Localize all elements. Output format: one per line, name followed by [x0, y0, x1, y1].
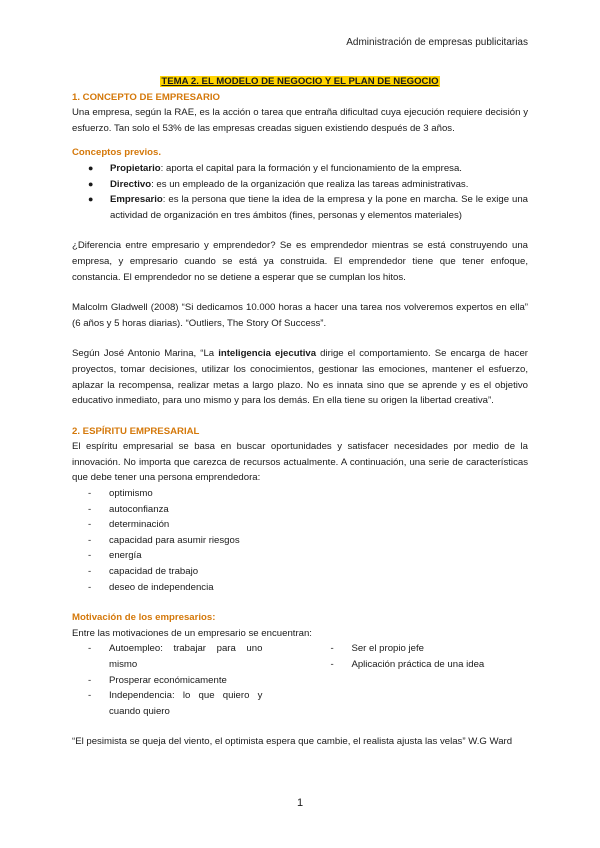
motivation-text: Prosperar económicamente	[109, 674, 227, 686]
marina-text-post: dirige el comportamiento. Se encarga de hacer proyectos, tomar decisiones, utilizar los conocimientos, gestionar las emociones, mantener el esfuerzo, aplazar la recompensa, realizar metas a largo plazo. No es innata sino que se aprende y es el objetivo educativo inmediato, para uno mismo y para los demás. En ella tiene su origen la libertad creativa”.	[72, 348, 528, 407]
title-wrap	[72, 74, 528, 90]
concept-text: : aporta el capital para la formación y el funcionamiento de la empresa.	[160, 162, 462, 174]
trait-text: deseo de independencia	[109, 581, 214, 593]
motivations-columns	[72, 641, 528, 719]
bullet-icon: ●	[88, 194, 94, 205]
dash-icon: -	[88, 534, 92, 546]
concept-term: Propietario	[110, 162, 161, 174]
motivation-item	[314, 657, 528, 673]
closing-quote: “El pesimista se queja del viento, el optimista espera que cambie, el realista ajusta las velas” W.G Ward	[72, 736, 513, 748]
trait-item	[72, 580, 528, 596]
dash-icon: -	[88, 488, 92, 500]
motivation-item	[72, 641, 262, 672]
motivation-item	[72, 688, 262, 719]
motivation-text: Independencia: lo que quiero y cuando quiero	[109, 690, 263, 717]
dash-icon: -	[88, 581, 92, 593]
section2-heading: 2. ESPÍRITU EMPRESARIAL	[72, 425, 200, 437]
motivation-text: Autoempleo: trabajar para uno mismo	[109, 643, 263, 670]
difference-paragraph: ¿Diferencia entre empresario y emprendedor? Se es emprendedor mientras se está construyendo una empresa, y empresario cuando se está ya construida. El emprendedor tiene que tener enfoque, constancia. El emprendedor no se detiene a esperar que se cumplan los hitos.	[72, 240, 528, 283]
document-title: TEMA 2. EL MODELO DE NEGOCIO Y EL PLAN DE NEGOCIO	[161, 76, 439, 87]
dash-icon: -	[88, 550, 92, 562]
section2-intro: El espíritu empresarial se basa en buscar oportunidades y satisfacer necesidades por medio de la innovación. No importa que carezca de recursos actualmente. A continuación, una serie de características que debe tener una persona emprendedora:	[72, 441, 528, 484]
marina-paragraph	[72, 346, 528, 408]
concept-item	[72, 161, 528, 177]
dash-icon: -	[88, 690, 92, 702]
trait-text: capacidad de trabajo	[109, 566, 199, 578]
trait-item	[72, 533, 528, 549]
concepts-heading: Conceptos previos.	[72, 147, 162, 159]
section1-intro: Una empresa, según la RAE, es la acción o tarea que entraña dificultad cuya ejecución requiere decisión y esfuerzo. Tan solo el 53% de las empresas creadas siguen existiendo después de 3 años.	[72, 107, 528, 134]
dash-icon: -	[88, 643, 92, 655]
motivation-item	[72, 673, 262, 689]
concepts-list	[72, 161, 528, 223]
trait-item	[72, 564, 528, 580]
concept-text: : es la persona que tiene la idea de la empresa y la pone en marcha. Se le exige una actividad de organización en tres ámbitos (fines, personas y elementos materiales)	[110, 194, 528, 221]
concept-text: : es un empleado de la organización que realiza las tareas administrativas.	[151, 178, 469, 190]
dash-icon: -	[88, 503, 92, 515]
traits-list	[72, 486, 528, 595]
trait-text: energía	[109, 550, 142, 562]
marina-text-pre: Según José Antonio Marina, “La	[72, 348, 219, 360]
motivations-right-list	[314, 641, 528, 672]
section1-heading: 1. CONCEPTO DE EMPRESARIO	[72, 91, 221, 103]
dash-icon: -	[88, 519, 92, 531]
dash-icon: -	[88, 674, 92, 686]
bullet-icon: ●	[88, 178, 94, 189]
trait-text: determinación	[109, 519, 170, 531]
motivations-right-column	[314, 641, 528, 719]
page-number: 1	[296, 797, 304, 809]
motivation-item	[314, 641, 528, 657]
trait-item	[72, 502, 528, 518]
page-content	[72, 74, 528, 750]
motivation-intro: Entre las motivaciones de un empresario se encuentran:	[72, 627, 312, 639]
header-course-title: Administración de empresas publicitarias	[346, 37, 528, 48]
motivations-left-column	[72, 641, 262, 719]
motivation-text: Aplicación práctica de una idea	[351, 659, 485, 670]
bullet-icon: ●	[88, 162, 94, 173]
trait-item	[72, 548, 528, 564]
trait-text: autoconfianza	[109, 503, 169, 515]
concept-item	[72, 192, 528, 223]
motivation-text: Ser el propio jefe	[351, 643, 424, 655]
trait-text: optimismo	[109, 488, 153, 500]
trait-item	[72, 486, 528, 502]
marina-bold-term: inteligencia ejecutiva	[218, 348, 317, 360]
trait-item	[72, 517, 528, 533]
motivations-left-list	[72, 641, 262, 719]
motivation-heading: Motivación de los empresarios:	[72, 612, 216, 624]
concept-term: Empresario	[110, 194, 163, 206]
gladwell-paragraph: Malcolm Gladwell (2008) “Si dedicamos 10.000 horas a hacer una tarea nos volveremos expertos en ella” (6 años y 5 horas diarias). “Outliers, The Story Of Success”.	[72, 302, 528, 329]
concept-term: Directivo	[110, 178, 152, 190]
trait-text: capacidad para asumir riesgos	[109, 534, 240, 546]
dash-icon: -	[330, 659, 334, 670]
concept-item	[72, 177, 528, 193]
dash-icon: -	[330, 643, 334, 655]
dash-icon: -	[88, 566, 92, 578]
